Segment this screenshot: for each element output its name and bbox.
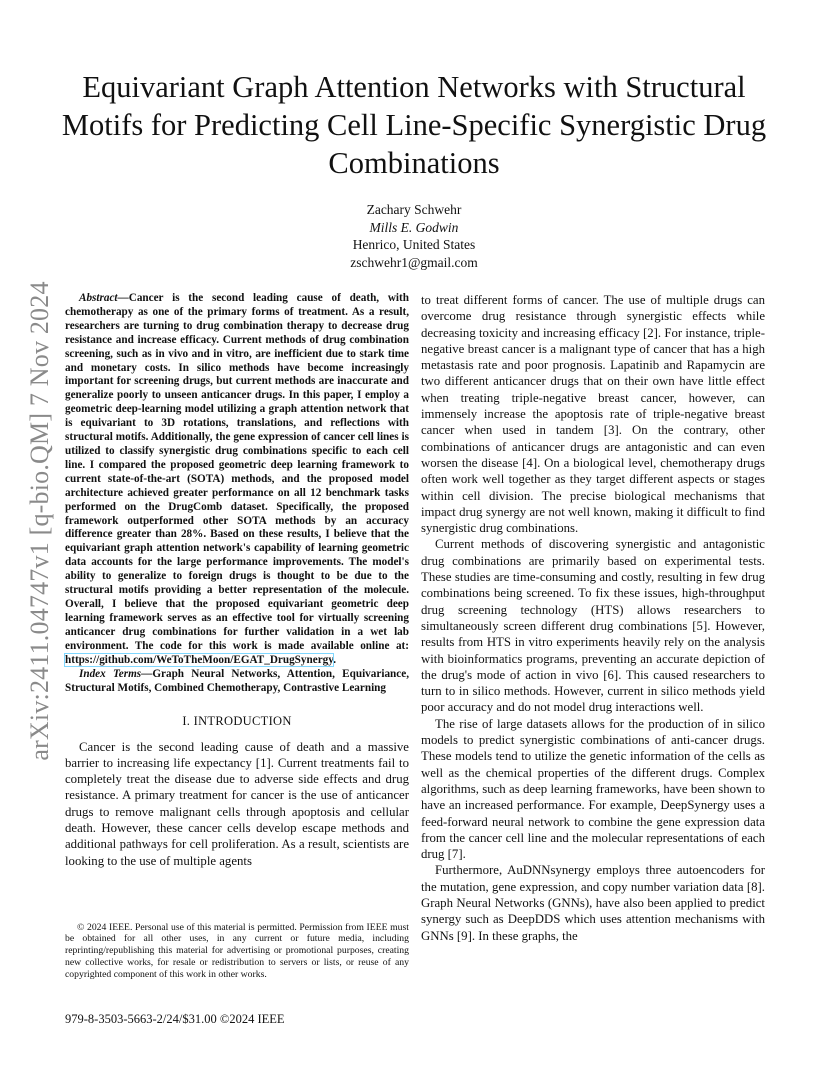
author-email: zschwehr1@gmail.com <box>350 254 478 270</box>
abstract <box>65 292 409 667</box>
index-terms-text: —Graph Neural Networks, Attention, Equivariance, Structural Motifs, Combined Chemotherapy, Contrastive Learning <box>65 668 409 695</box>
section-heading <box>65 713 409 729</box>
index-terms <box>65 668 409 696</box>
code-link[interactable]: https://github.com/WeToTheMoon/EGAT_DrugSynergy <box>65 653 334 666</box>
index-terms-label: Index Terms <box>79 668 142 681</box>
body-paragraph: The rise of large datasets allows for the production of in silico models to predict synergistic combinations of anti-cancer drugs. These models tend to utilize the genetic information of the cells as well as the chemical properties of the different drugs. Complex algorithms, such as deep learning frameworks, have been shown to have an increased performance. For example, DeepSynergy uses a feed-forward neural network to combine the gene expression data from the cancer cell line and the molecular representations of each drug [7]. <box>421 716 765 862</box>
author-location: Henrico, United States <box>352 237 476 252</box>
body-paragraph: Furthermore, AuDNNsynergy employs three autoencoders for the mutation, gene expression, and copy number variation data [8]. Graph Neural Networks (GNNs), have also been applied to predict synergy such as DeepDDS which uses attention mechanisms with GNNs [9]. In these graphs, the <box>421 863 765 943</box>
author-block <box>214 201 614 271</box>
arxiv-stamp-text: arXiv:2411.04747v1 [q-bio.QM] 7 Nov 2024 <box>25 280 54 761</box>
arxiv-stamp <box>22 268 58 773</box>
author-name: Zachary Schwehr <box>366 202 462 217</box>
isbn-footer: 979-8-3503-5663-2/24/$31.00 ©2024 IEEE <box>65 1012 285 1026</box>
paper-title: Equivariant Graph Attention Networks with Structural Motifs for Predicting Cell Line-Specific Synergistic Drug Combinations <box>61 70 767 180</box>
section-first-letter: I <box>193 714 199 729</box>
right-column <box>421 292 765 944</box>
abstract-text: —Cancer is the second leading cause of death, with chemotherapy as one of the primary forms of treatment. As a result, researchers are turning to drug combination therapy to decrease drug resistance and increase efficacy. Current methods of drug combination screening, such as in vivo and in vitro, are inefficient due to stark time and monetary costs. In silico methods have become increasingly important for screening drugs, but current methods are inaccurate and generalize poorly to unseen anticancer drugs. In this paper, I employ a geometric deep-learning model utilizing a graph attention network that is equivariant to 3D rotations, translations, and reflections with structural motifs. Additionally, the gene expression of cancer cell lines is utilized to classify synergistic drug combinations specific to each cell line. I compared the proposed geometric deep learning framework to current state-of-the-art (SOTA) methods, and the proposed model architecture achieved greater performance on all 12 benchmark tasks performed on the DrugComb dataset. Specifically, the proposed framework outperformed other SOTA methods by an accuracy difference greater than 28%. Based on these results, I believe that the equivariant graph attention network's capability of learning geometric data accounts for the large performance improvements. The model's ability to generalize to foreign drugs is thought to be due to the structural motifs providing a better representation of the molecule. Overall, I believe that the proposed equivariant geometric deep learning framework serves as an effective tool for virtually screening anticancer drug combinations for further validation in a wet lab environment. The code for this work is made available online at: <box>65 292 409 652</box>
section-title-rest: NTRODUCTION <box>198 714 292 729</box>
author-affiliation: Mills E. Godwin <box>369 219 459 235</box>
left-column <box>65 292 409 869</box>
copyright-notice: © 2024 IEEE. Personal use of this material is permitted. Permission from IEEE must be obtained for all other uses, in any current or future media, including reprinting/republishing this material for advertising or promotional purposes, creating new collective works, for resale or redistribution to servers or lists, or reuse of any copyrighted component of this work in other works. <box>65 921 409 980</box>
body-paragraph: Current methods of discovering synergistic and antagonistic drug combinations are primarily based on experimental tests. These studies are time-consuming and costly, resulting in few drug combinations being screened. To fix these issues, high-throughput drug screening technology (HTS) allows researchers to simultaneously screen different drug combinations [5]. However, results from HTS in vitro experiments heavily rely on the analysis with bioinformatics programs, preventing an accurate depiction of the drug's mode of action in vivo [6]. This caused researchers to turn to in silico methods. However, current in silico methods yield poor accuracy and do not model drug interactions well. <box>421 537 765 715</box>
section-number: I. <box>182 714 194 729</box>
intro-paragraph: Cancer is the second leading cause of death and a massive barrier to increasing life expectancy [1]. Current treatments fail to completely treat the disease due to adverse side effects and drug resistance. A primary treatment for cancer is the use of anticancer drugs to remove malignant cells through apoptosis and cellular death. However, these cancer cells develop escape methods and additional pathways for cell proliferation. As a result, scientists are looking to the use of multiple agents <box>65 739 409 868</box>
abstract-label: Abstract <box>79 292 118 304</box>
abstract-end: . <box>333 653 337 666</box>
body-paragraph: to treat different forms of cancer. The use of multiple drugs can overcome drug resistance through synergistic effects while decreasing toxicity and increasing efficacy [2]. For instance, triple-negative breast cancer is a malignant type of cancer that has a high metastasis rate and poor prognosis. Lapatinib and Rapamycin are two different anticancer drugs that on their own have little effect when treating triple-negative breast cancer, however, can immensely increase the apoptosis rate of triple-negative breast cancer when used in tandem [3]. On the contrary, other combinations of anticancer drugs are antagonistic and can even worsen the disease [4]. On a biological level, chemotherapy drugs often work well together as they target different aspects or stages within cell division. The precise biological mechanisms that impact drug synergy are not well known, making it difficult to find synergistic drug combinations. <box>421 293 765 536</box>
